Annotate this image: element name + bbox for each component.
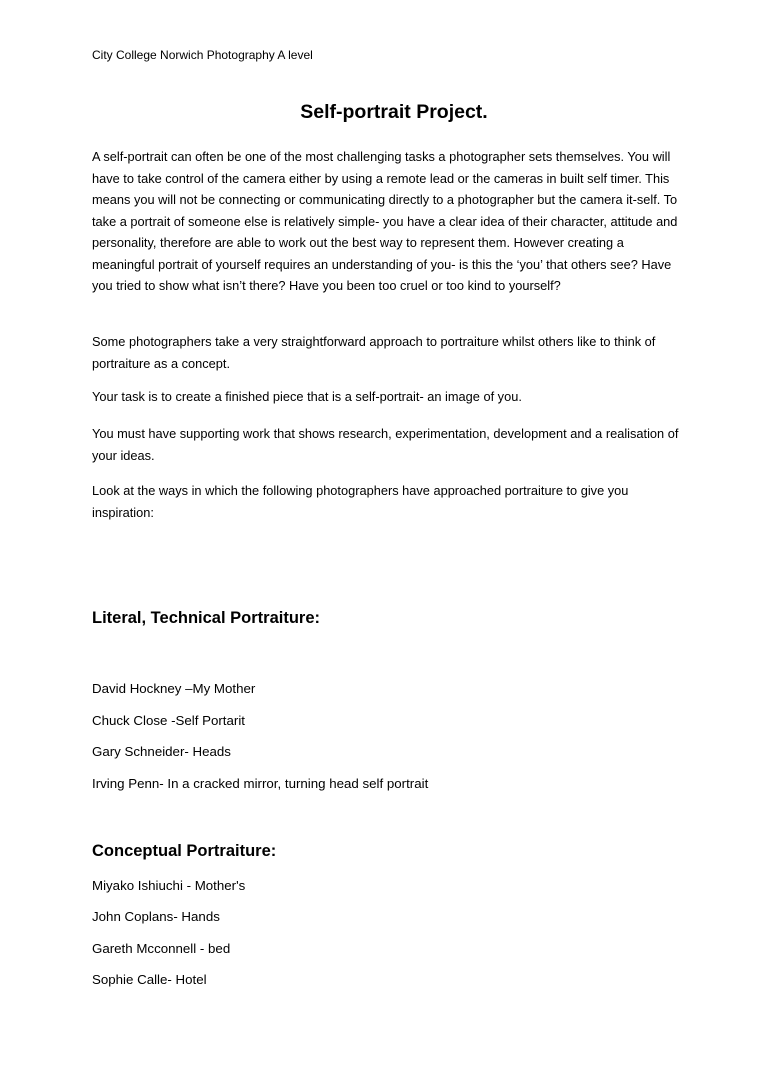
page-header: City College Norwich Photography A level [92,48,313,62]
list-item: Gary Schneider- Heads [92,744,231,759]
approach-paragraph: Some photographers take a very straightforward approach to portraiture whilst others like to think of portraiture as a concept. [92,334,656,371]
intro-paragraph: A self-portrait can often be one of the most challenging tasks a photographer sets themselves. You will have to take control of the camera either by using a remote lead or the cameras in built self timer. This means you will not be connecting or communicating directly to a photographer but the camera it-self. To take a portrait of someone else is relatively simple- you have a clear idea of their character, attitude and personality, therefore are able to work out the best way to represent them. However creating a meaningful portrait of yourself requires an understanding of you- is this the ‘you’ that others see? Have you tried to show what isn’t there? Have you been too cruel or too kind to yourself? [92,149,678,293]
list-item: Chuck Close -Self Portarit [92,713,245,728]
list-item: John Coplans- Hands [92,909,220,924]
list-item: David Hockney –My Mother [92,681,256,696]
task-paragraph: Your task is to create a finished piece that is a self-portrait- an image of you. [92,389,522,404]
list-item: Miyako Ishiuchi - Mother's [92,878,246,893]
list-item: Gareth Mcconnell - bed [92,941,231,956]
section-heading-conceptual: Conceptual Portraiture: [92,842,277,860]
supporting-work-paragraph: You must have supporting work that shows research, experimentation, development and a realisation of your ideas. [92,426,679,463]
page-title: Self-portrait Project. [300,101,488,123]
list-item: Sophie Calle- Hotel [92,972,207,987]
inspiration-paragraph: Look at the ways in which the following photographers have approached portraiture to give you inspiration: [92,483,629,520]
list-item: Irving Penn- In a cracked mirror, turning head self portrait [92,776,429,791]
section-heading-literal: Literal, Technical Portraiture: [92,609,321,627]
